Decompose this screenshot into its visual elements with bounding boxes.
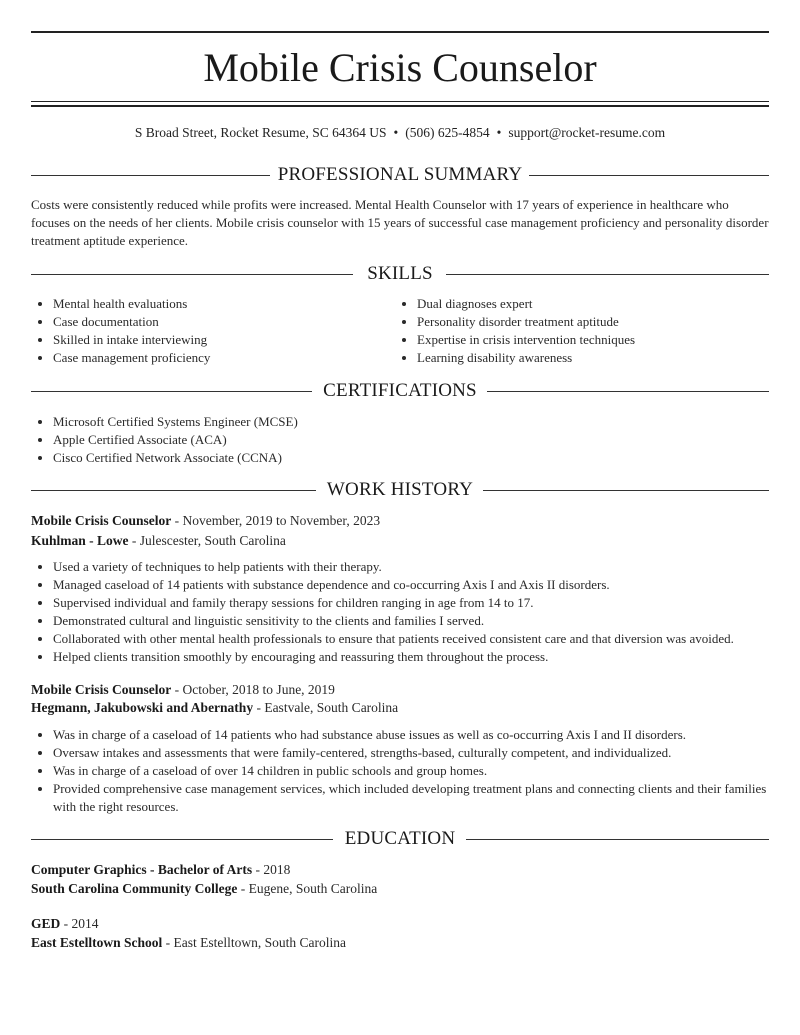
education-degree: Computer Graphics - Bachelor of Arts (31, 862, 253, 877)
job-dates: - October, 2018 to June, 2019 (171, 682, 335, 697)
skills-list-right (395, 295, 787, 367)
contact-address: S Broad Street, Rocket Resume, SC 64364 US (134, 125, 387, 140)
contact-line (31, 124, 769, 142)
skill-item: • Skilled in intake interviewing (53, 331, 383, 349)
education-degree-line (31, 860, 769, 880)
skill-item: • Case management proficiency (53, 349, 383, 367)
certifications-title: CERTIFICATIONS (323, 380, 477, 401)
work-history-section-heading (31, 478, 769, 502)
job-location: - Julescester, South Carolina (128, 533, 286, 548)
job-role: Mobile Crisis Counselor (31, 513, 172, 528)
summary-title: PROFESSIONAL SUMMARY (277, 164, 523, 185)
education-location: - East Estelltown, South Carolina (162, 935, 346, 950)
resume-name: Mobile Crisis Counselor (203, 45, 597, 90)
skills-list-left (31, 295, 383, 367)
education-degree-line (31, 914, 769, 934)
skill-item: • Case documentation (53, 313, 383, 331)
certification-item: • Microsoft Certified Systems Engineer (MCSE) (53, 413, 753, 431)
job-company: Hegmann, Jakubowski and Abernathy (31, 700, 254, 715)
skill-item: • Personality disorder treatment aptitude (417, 313, 787, 331)
education-school: South Carolina Community College (31, 881, 238, 896)
job-bullets (31, 726, 769, 816)
job-bullet: • Supervised individual and family therapy sessions for children ranging in age from 14 to 17. (53, 594, 769, 612)
contact-separator: • (393, 125, 399, 140)
job-title-line (31, 680, 769, 700)
skills-title: SKILLS (367, 263, 433, 284)
skill-item: • Mental health evaluations (53, 295, 383, 313)
header-double-rule (31, 101, 769, 107)
skill-item: • Dual diagnoses expert (417, 295, 787, 313)
contact-phone: (506) 625-4854 (405, 125, 490, 140)
skills-section-heading (31, 262, 769, 286)
summary-text: Costs were consistently reduced while profits were increased. Mental Health Counselor with 17 years of experience in healthcare who focuses on the needs of her clients. Mobile crisis counselor with 15 years of successful case management proficiency and personality disorder treatment aptitude experience. (31, 197, 769, 248)
job-location: - Eastvale, South Carolina (253, 700, 399, 715)
job-bullet: • Helped clients transition smoothly by encouraging and reassuring them throughout the process. (53, 648, 769, 666)
job-bullet: • Oversaw intakes and assessments that were family-centered, strengths-based, culturally competent, and individualized. (53, 744, 769, 762)
job-company-line (31, 698, 769, 718)
contact-email: support@rocket-resume.com (508, 125, 666, 140)
job-role: Mobile Crisis Counselor (31, 682, 172, 697)
top-rule (31, 31, 769, 33)
skill-item: • Expertise in crisis intervention techniques (417, 331, 787, 349)
job-bullet: • Collaborated with other mental health professionals to ensure that patients received consistent care and that diversion was avoided. (53, 630, 769, 648)
education-title: EDUCATION (344, 828, 456, 849)
job-company-line (31, 531, 769, 551)
job-company: Kuhlman - Lowe (31, 533, 129, 548)
education-year: - 2018 (252, 862, 291, 877)
education-school: East Estelltown School (31, 935, 163, 950)
job-bullet: • Was in charge of a caseload of 14 patients who had substance abuse issues as well as co-occurring Axis I and II disorders. (53, 726, 769, 744)
job-bullet: • Provided comprehensive case management services, which included developing treatment plans and connecting clients and their families with the right resources. (53, 780, 769, 816)
job-bullets (31, 558, 769, 666)
job-title-line (31, 511, 769, 531)
job-bullet: • Was in charge of a caseload of over 14 children in public schools and group homes. (53, 762, 769, 780)
work-history-title: WORK HISTORY (326, 479, 474, 500)
summary-section-heading (31, 163, 769, 187)
job-bullet: • Demonstrated cultural and linguistic sensitivity to the clients and families I served. (53, 612, 769, 630)
education-degree: GED (31, 916, 61, 931)
certifications-list (31, 413, 753, 467)
certification-item: • Apple Certified Associate (ACA) (53, 431, 753, 449)
skill-item: • Learning disability awareness (417, 349, 787, 367)
job-bullet: • Used a variety of techniques to help patients with their therapy. (53, 558, 769, 576)
education-location: - Eugene, South Carolina (237, 881, 378, 896)
certification-item: • Cisco Certified Network Associate (CCNA) (53, 449, 753, 467)
education-section-heading (31, 827, 769, 851)
job-dates: - November, 2019 to November, 2023 (171, 513, 381, 528)
contact-separator: • (496, 125, 502, 140)
education-school-line (31, 879, 769, 899)
job-bullet: • Managed caseload of 14 patients with substance dependence and co-occurring Axis I and Axis II disorders. (53, 576, 769, 594)
certifications-section-heading (31, 379, 769, 403)
education-school-line (31, 933, 769, 953)
education-year: - 2014 (60, 916, 99, 931)
